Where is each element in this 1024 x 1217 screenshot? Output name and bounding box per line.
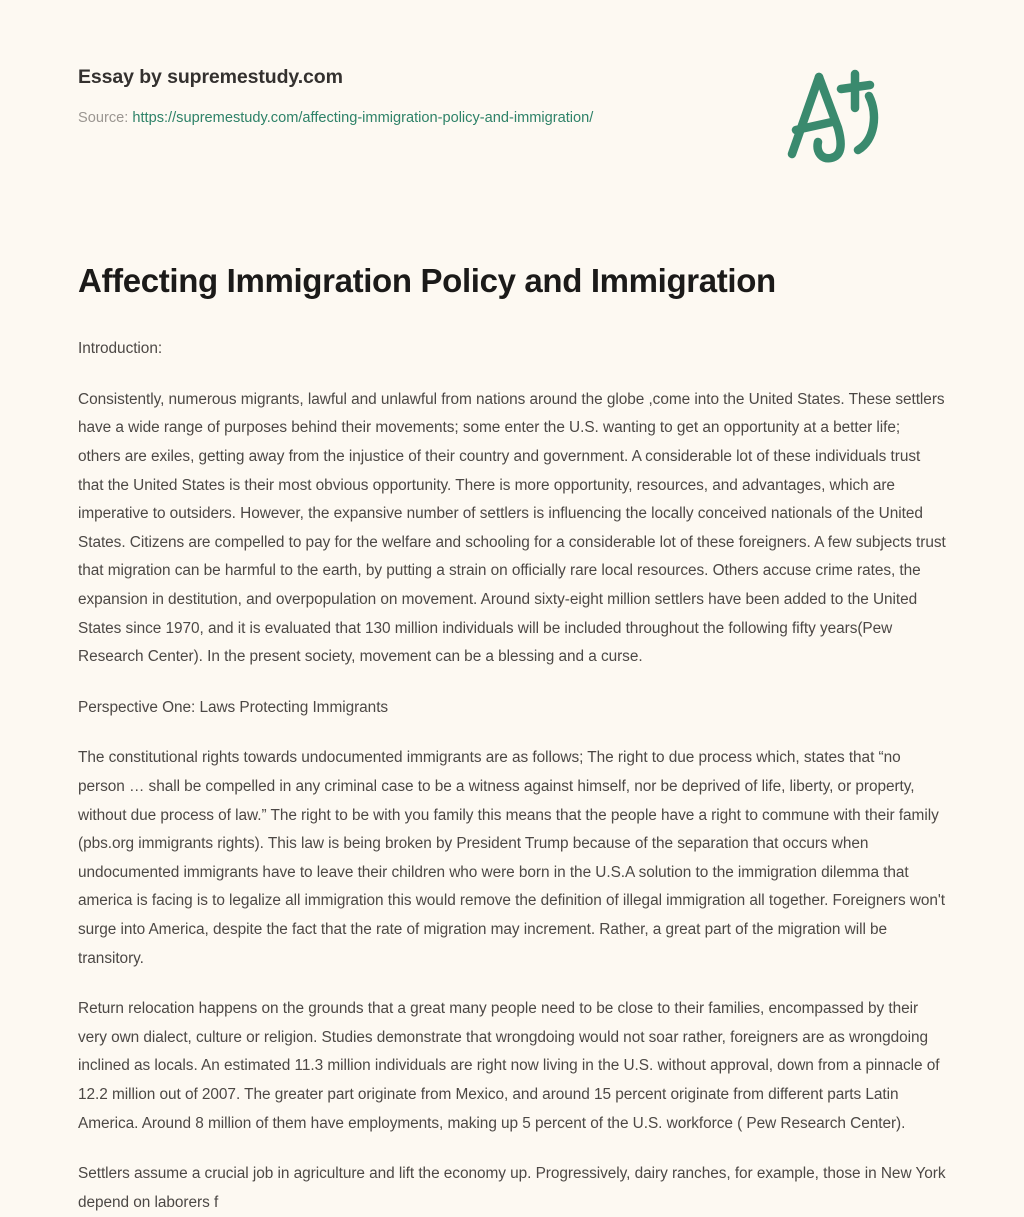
article: [78, 260, 946, 1217]
paragraph-agriculture-economy: Settlers assume a crucial job in agriculture and lift the economy up. Progressively, dairy ranches, for example, those in New York depend on laborers f: [78, 1165, 946, 1211]
a-plus-logo[interactable]: [772, 58, 884, 170]
paragraph-return-relocation: Return relocation happens on the grounds that a great many people need to be close to their families, encompassed by their very own dialect, culture or religion. Studies demonstrate that wrongdoing would not soar rather, foreigners are as wrongdoing inclined as locals. An estimated 11.3 million individuals are right now living in the U.S. without approval, down from a pinnacle of 12.2 million out of 2007. The greater part originate from Mexico, and around 15 percent originate from different parts Latin America. Around 8 million of them have employments, making up 5 percent of the U.S. workforce ( Pew Research Center).: [78, 1000, 940, 1132]
page-header: [78, 0, 946, 172]
source-label: Source:: [78, 110, 129, 127]
paragraph-constitutional-rights: The constitutional rights towards undocumented immigrants are as follows; The right to due process which, states that “no person … shall be compelled in any criminal case to be a witness against himself, nor be deprived of life, liberty, or property, without due process of law.” The right to be with you family this means that the people have a right to commune with their family (pbs.org immigrants rights). This law is being broken by President Trump because of the separation that occurs when undocumented immigrants have to leave their children who were born in the U.S.A solution to the immigration dilemma that america is facing is to legalize all immigration this would remove the definition of illegal immigration all together. Foreigners won't surge into America, despite the fact that the rate of migration may increment. Rather, a great part of the migration will be transitory.: [78, 749, 946, 967]
source-url-link[interactable]: https://supremestudy.com/affecting-immigration-policy-and-immigration/: [132, 110, 594, 127]
paragraph-perspective-one-heading: Perspective One: Laws Protecting Immigrants: [78, 698, 389, 716]
paragraph-intro-heading: Introduction:: [78, 340, 163, 358]
page-title: Affecting Immigration Policy and Immigration: [78, 262, 776, 299]
article-body: [78, 335, 946, 1217]
brand-title: Essay by supremestudy.com: [78, 66, 343, 88]
paragraph-introduction: Consistently, numerous migrants, lawful and unlawful from nations around the globe ,come into the United States. These settlers have a wide range of purposes behind their movements; some enter the U.S. wanting to get an opportunity at a better life; others are exiles, getting away from the injustice of their country and government. A considerable lot of these individuals trust that the United States is their most obvious opportunity. There is more opportunity, resources, and advantages, which are imperative to outsiders. However, the expansive number of settlers is influencing the locally conceived nationals of the United States. Citizens are compelled to pay for the welfare and schooling for a considerable lot of these foreigners. A few subjects trust that migration can be harmful to the earth, by putting a strain on officially rare local resources. Others accuse crime rates, the expansion in destitution, and overpopulation on movement. Around sixty-eight million settlers have been added to the United States since 1970, and it is evaluated that 130 million individuals will be included throughout the following fifty years(Pew Research Center). In the present society, movement can be a blessing and a curse.: [78, 390, 946, 666]
